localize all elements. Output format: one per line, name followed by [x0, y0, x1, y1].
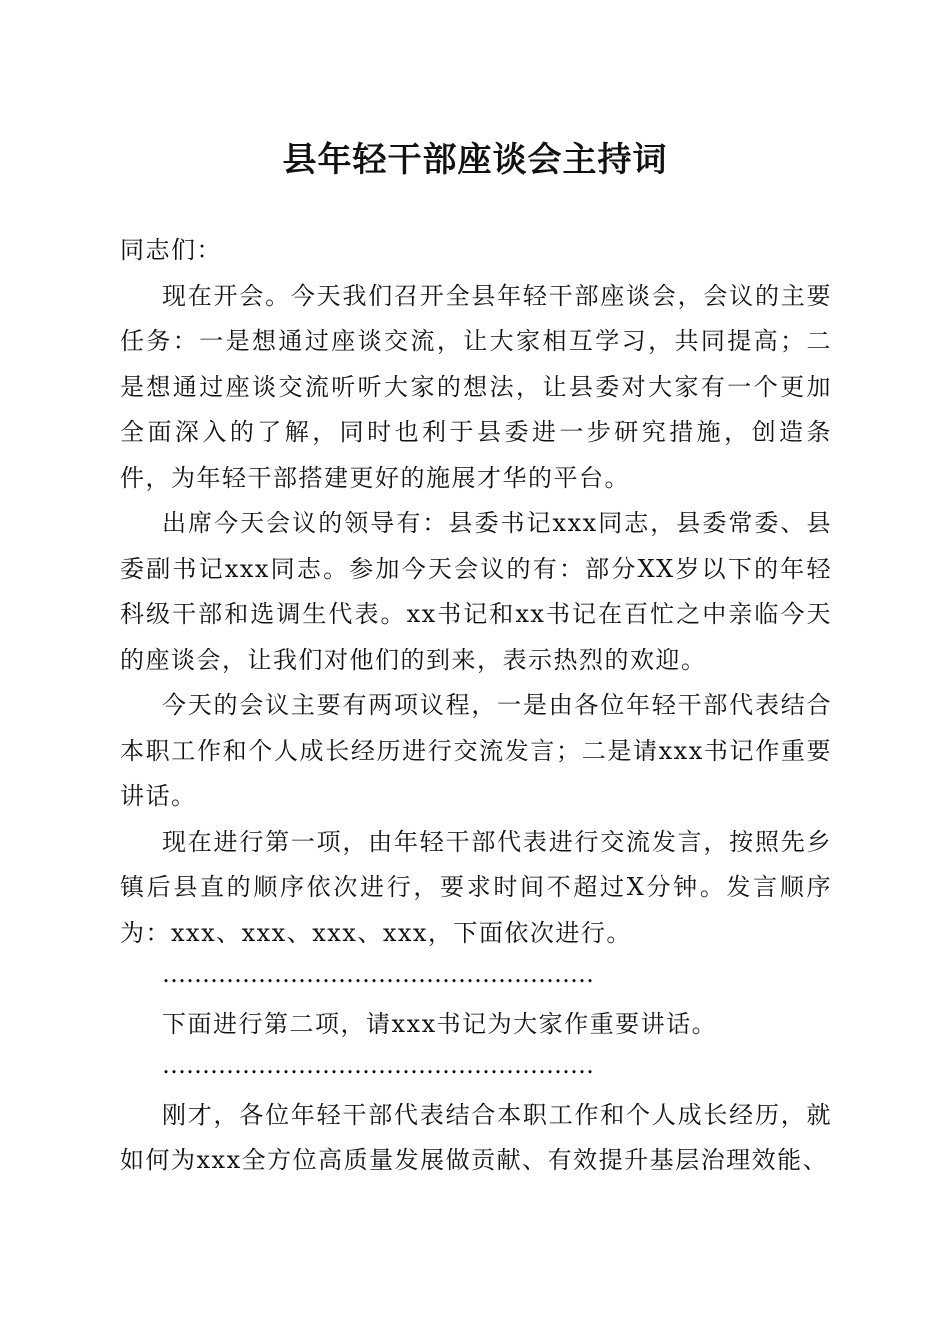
ellipsis-separator: [120, 956, 602, 1002]
ellipsis-text: ………………………………………………: [162, 960, 594, 988]
document-title: 县年轻干部座谈会主持词: [282, 140, 668, 180]
ellipsis-separator: [120, 1047, 602, 1093]
salutation: 同志们：: [120, 236, 222, 264]
document-body: [120, 228, 832, 1184]
paragraph-agenda: 今天的会议主要有两项议程，一是由各位年轻干部代表结合本职工作和个人成长经历进行交流发言；二是请xxx书记作重要讲话。: [120, 691, 832, 810]
paragraph-attendees: 出席今天会议的领导有：县委书记xxx同志，县委常委、县委副书记xxx同志。参加今天会议的有：部分XX岁以下的年轻科级干部和选调生代表。xx书记和xx书记在百忙之中亲临今天的座谈会，让我们对他们的到来，表示热烈的欢迎。: [120, 509, 832, 674]
paragraph-closing: 刚才，各位年轻干部代表结合本职工作和个人成长经历，就如何为xxx全方位高质量发展做贡献、有效提升基层治理效能、: [120, 1100, 832, 1174]
paragraph-second-item: 下面进行第二项，请xxx书记为大家作重要讲话。: [162, 1009, 718, 1038]
paragraph-first-item: 现在进行第一项，由年轻干部代表进行交流发言，按照先乡镇后县直的顺序依次进行，要求时间不超过X分钟。发言顺序为：xxx、xxx、xxx、xxx，下面依次进行。: [120, 827, 832, 947]
paragraph-opening: 现在开会。今天我们召开全县年轻干部座谈会，会议的主要任务：一是想通过座谈交流，让大家相互学习，共同提高；二是想通过座谈交流听听大家的想法，让县委对大家有一个更加全面深入的了解，同时也利于县委进一步研究措施，创造条件，为年轻干部搭建更好的施展才华的平台。: [120, 281, 832, 492]
ellipsis-text: ………………………………………………: [162, 1051, 594, 1079]
